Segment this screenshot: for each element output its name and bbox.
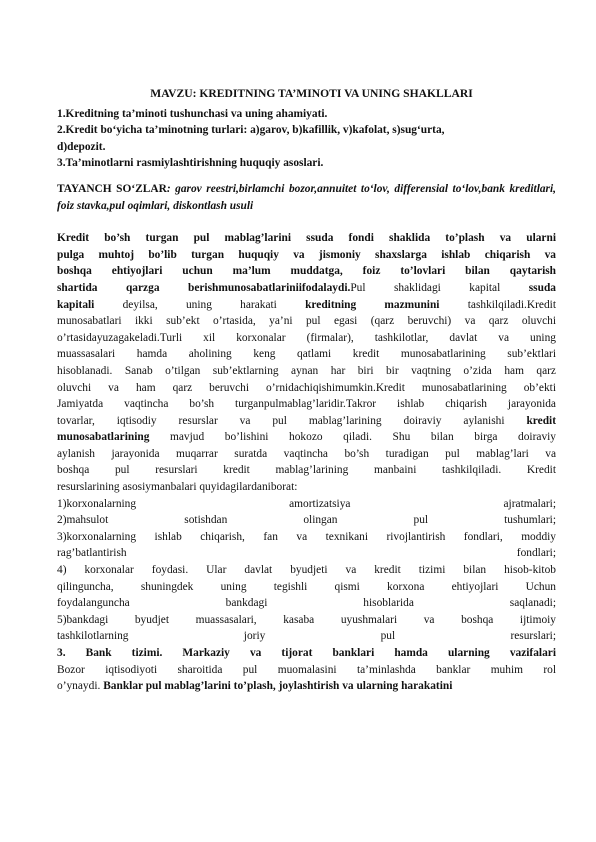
text: rag’batlantirish fondlari; <box>57 547 556 560</box>
body-line <box>57 545 556 562</box>
topic-plan <box>57 106 556 172</box>
text: 1)korxonalarning amortizatsiya ajratmalari; <box>57 497 556 510</box>
text: resurslarining asosiymanbalari quyidagilardaniborat: <box>57 481 298 494</box>
body-line <box>57 678 556 695</box>
body-line <box>57 363 556 380</box>
body-line <box>57 380 556 397</box>
text: oluvchi va ham qarz beruvchi o’rnidachiqishimumkin.Kredit munosabatlarining ob’ekti <box>57 381 556 394</box>
body-line <box>57 446 556 463</box>
bold-text: pulga muhtoj bo’lib turgan huquqiy va jismoniy shaxslarga ishlab chiqarish va <box>57 248 556 261</box>
body-line <box>57 579 556 596</box>
body-line <box>57 562 556 579</box>
text: Bozor iqtisodiyoti sharoitida pul muomalasini ta’minlashda banklar muhim rol <box>57 663 556 676</box>
body-line <box>57 297 556 314</box>
text: Jamiyatda vaqtincha bo’sh turganpulmablag’laridir.Takror ishlab chiqarish jarayonida <box>57 398 556 411</box>
text: 5)bankdagi byudjet muassasalari, kasaba uyushmalari va boshqa ijtimoiy <box>57 613 556 626</box>
keywords-label: TAYANCH SO‘ZLAR <box>57 182 167 195</box>
text: o’ynaydi. <box>57 680 104 693</box>
body-line <box>57 529 556 546</box>
body-line <box>57 645 556 662</box>
body-line <box>57 628 556 645</box>
text: foydalanguncha bankdagi hisoblarida saqlanadi; <box>57 597 556 610</box>
text: mavjud bo’lishini hokozo qiladi. Shu bilan birga doiraviy <box>149 431 556 444</box>
page-title: MAVZU: KREDITNING TA’MINOTI VA UNING SHAKLLARI <box>150 87 473 100</box>
bold-text: munosabatlarining <box>57 431 150 444</box>
bold-text: Banklar pul mablag’larini to’plash, joylashtirish va ularning harakatini <box>103 680 453 693</box>
body-line <box>57 346 556 363</box>
bold-text: kreditning mazmunini <box>305 298 440 311</box>
document-page <box>57 86 556 695</box>
body-line <box>57 512 556 529</box>
plan-item: 1.Kreditning ta’minoti tushunchasi va uning ahamiyati. <box>57 107 328 120</box>
text: muassasalari hamda aholining keng qatlami kredit munosabatlarining sub’ektlari <box>57 348 556 361</box>
text: boshqa pul resurslari kredit mablag’larining manbaini tashkilqiladi. Kredit <box>57 464 556 477</box>
text: tashkilotlarning joriy pul resurslari; <box>57 630 556 643</box>
text: Pul shaklidagi kapital <box>350 281 529 294</box>
text: tovarlar, iqtisodiy resurslar va pul mablag’larining doiraviy aylanishi <box>57 414 527 427</box>
bold-text: boshqa ehtiyojlari uchun ma’lum muddatga, foiz to’lovlari bilan qaytarish <box>57 265 556 278</box>
body-line <box>57 612 556 629</box>
text: qilinguncha, shuningdek uning tegishli qismi korxona ehtiyojlari Uchun <box>57 580 556 593</box>
body-line <box>57 247 556 264</box>
text: 4) korxonalar foydasi. Ular davlat byudjeti va kredit tizimi bilan hisob-kitob <box>57 564 556 577</box>
bold-text: shartida qarzga berishmunosabatlariniifodalaydi. <box>57 281 351 294</box>
bold-text: 3. Bank tizimi. Markaziy va tijorat banklari hamda ularning vazifalari <box>57 647 556 659</box>
plan-item: d)depozit. <box>57 140 106 153</box>
bold-text: kapitali <box>57 298 95 311</box>
bold-text: ssuda <box>528 281 556 294</box>
bold-text: kredit <box>526 414 556 427</box>
text: munosabatlari ikki sub’ekt o’rtasida, ya’ni pul egasi (qarz beruvchi) va qarz oluvchi <box>57 315 556 328</box>
body-line <box>57 330 556 347</box>
body-line <box>57 313 556 330</box>
text: o’rtasidayuzagakeladi.Turli xil korxonalar (firmalar), tashkilotlar, davlat va uning <box>57 331 556 344</box>
text: 2)mahsulot sotishdan olingan pul tushumlari; <box>57 514 556 527</box>
body-line <box>57 595 556 612</box>
text: deyilsa, uning harakati <box>94 298 306 311</box>
text: aylanish jarayonida muqarrar suratda vaqtincha bo’sh turadigan pul mablag’lari va <box>57 447 556 460</box>
body-line <box>57 496 556 513</box>
body-line <box>57 429 556 446</box>
text: 3)korxonalarning ishlab chiqarish, fan va texnikani rivojlantirish fondlari, moddiy <box>57 530 556 543</box>
body-line <box>57 263 556 280</box>
body-line <box>57 280 556 297</box>
keywords-paragraph <box>57 181 556 214</box>
body-line <box>57 413 556 430</box>
bold-text: Kredit bo’sh turgan pul mablag’larini ssuda fondi shaklida to’plash va ularni <box>57 232 556 245</box>
keywords-text: : garov reestri,birlamchi bozor,annuitet to‘lov, differensial to‘lov,bank kreditlari, foiz stavka,pul oqimlari, diskontlash usuli <box>57 182 557 212</box>
body-line <box>57 662 556 679</box>
body-line <box>57 462 556 479</box>
plan-item: 3.Ta’minotlarni rasmiylashtirishning huquqiy asoslari. <box>57 157 324 170</box>
text: hisoblanadi. Sanab o’tilgan sub’ektlarning aynan har biri bir vaqtning o’zida ham qarz <box>57 364 556 377</box>
body-line <box>57 230 556 247</box>
text: tashkilqiladi.Kredit <box>439 298 556 311</box>
body-text <box>57 230 556 695</box>
body-line <box>57 479 556 496</box>
body-line <box>57 396 556 413</box>
plan-item: 2.Kredit bo‘yicha ta’minotning turlari: a)garov, b)kafillik, v)kafolat, s)sug‘urta, <box>57 124 445 137</box>
